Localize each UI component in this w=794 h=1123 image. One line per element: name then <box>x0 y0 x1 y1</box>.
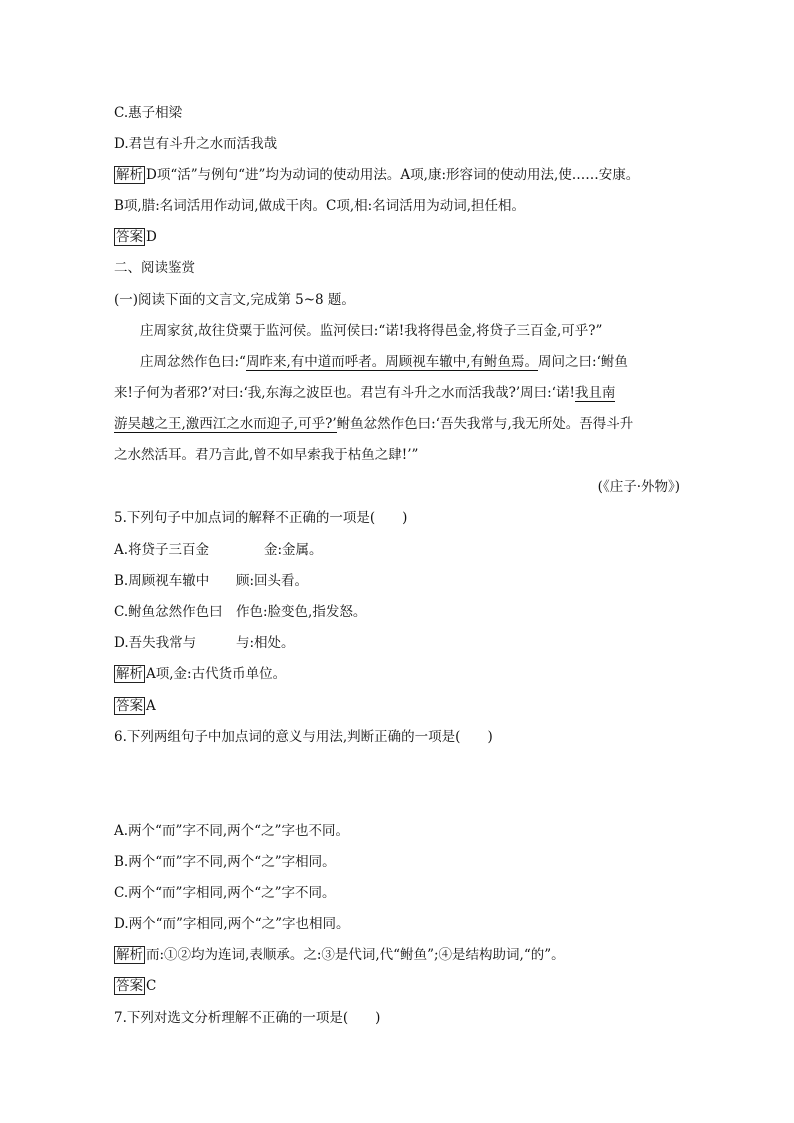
q5-option-d <box>114 634 295 652</box>
q4-option-c: C.惠子相梁 <box>114 105 183 121</box>
option-gloss: 顾:回头看。 <box>236 573 309 589</box>
passage-source: (《庄子·外物》) <box>597 479 680 495</box>
analysis-label: 解析 <box>116 947 143 963</box>
analysis-label: 解析 <box>116 167 143 183</box>
option-sentence: A.将贷子三百金 <box>114 542 210 558</box>
option-gloss: 与:相处。 <box>236 635 295 651</box>
passage-text: 庄周忿然作色曰:“ <box>140 354 246 370</box>
q6-option-d: D.两个“而”字相同,两个“之”字也相同。 <box>114 916 350 932</box>
q5-analysis <box>114 665 286 683</box>
q6-analysis <box>114 946 565 964</box>
q5-stem: 5.下列句子中加点词的解释不正确的一项是( ) <box>114 510 408 526</box>
passage-text: 周问之曰:‘鲋鱼 <box>538 354 628 370</box>
q4-analysis-line2: B项,腊:名词活用作动词,做成干肉。C项,相:名词活用为动词,担任相。 <box>114 198 526 214</box>
q4-answer <box>114 228 157 246</box>
underlined-sentence-2a: 我且南 <box>574 385 616 401</box>
option-sentence: B.周顾视车辙中 <box>114 573 210 589</box>
q6-option-a: A.两个“而”字不同,两个“之”字也不同。 <box>114 823 349 839</box>
q5-option-b <box>114 572 308 590</box>
q6-option-b: B.两个“而”字不同,两个“之”字相同。 <box>114 854 336 870</box>
passage-text: 鲋鱼忿然作色曰:‘吾失我常与,我无所处。吾得斗升 <box>336 416 634 432</box>
answer-label: 答案 <box>116 698 143 714</box>
underlined-sentence-1: 周昨来,有中道而呼者。周顾视车辙中,有鲋鱼焉。 <box>245 354 539 370</box>
q6-analysis-text: 而:①②均为连词,表顺承。之:③是代词,代“鲋鱼”;④是结构助词,“的”。 <box>146 947 565 963</box>
q4-option-d: D.君岂有斗升之水而活我哉 <box>114 136 278 152</box>
passage-line-4 <box>114 415 633 433</box>
option-gloss: 金:金属。 <box>264 542 323 558</box>
q4-analysis-text: D项“活”与例句“进”均为动词的使动用法。A项,康:形容词的使动用法,使……安康。 <box>146 167 640 183</box>
passage-paragraph-2 <box>140 353 628 371</box>
answer-label: 答案 <box>116 978 143 994</box>
option-sentence: C.鲋鱼忿然作色曰 <box>114 604 223 620</box>
q6-stem: 6.下列两组句子中加点词的意义与用法,判断正确的一项是( ) <box>114 729 493 745</box>
q7-stem: 7.下列对选文分析理解不正确的一项是( ) <box>114 1010 381 1026</box>
passage-paragraph-1: 庄周家贫,故往贷粟于监河侯。监河侯曰:“诺!我将得邑金,将贷子三百金,可乎?” <box>140 323 603 339</box>
answer-label: 答案 <box>116 229 143 245</box>
q5-analysis-text: A项,金:古代货币单位。 <box>146 666 287 682</box>
q5-option-c <box>114 603 366 621</box>
option-sentence: D.吾失我常与 <box>114 635 197 651</box>
analysis-label: 解析 <box>116 666 143 682</box>
q6-answer-value: C <box>146 978 157 994</box>
passage-intro: (一)阅读下面的文言文,完成第 5~8 题。 <box>114 292 355 308</box>
option-gloss: 作色:脸变色,指发怒。 <box>236 604 367 620</box>
q6-option-c: C.两个“而”字相同,两个“之”字不同。 <box>114 885 336 901</box>
q5-option-a <box>114 541 323 559</box>
underlined-sentence-2b: 游吴越之王,激西江之水而迎子,可乎?’ <box>114 416 337 432</box>
passage-line-5: 之水然活耳。君乃言此,曾不如早索我于枯鱼之肆!’” <box>114 447 419 463</box>
q5-answer <box>114 697 156 715</box>
q4-analysis-line1 <box>114 166 639 184</box>
passage-line-3 <box>114 384 615 402</box>
q5-answer-value: A <box>146 698 156 714</box>
passage-text: 来!子何为者邪?’对曰:‘我,东海之波臣也。君岂有斗升之水而活我哉?’周曰:‘诺! <box>114 385 575 401</box>
section-title: 二、阅读鉴赏 <box>114 260 195 276</box>
q6-answer <box>114 977 156 995</box>
q4-answer-value: D <box>146 229 157 245</box>
